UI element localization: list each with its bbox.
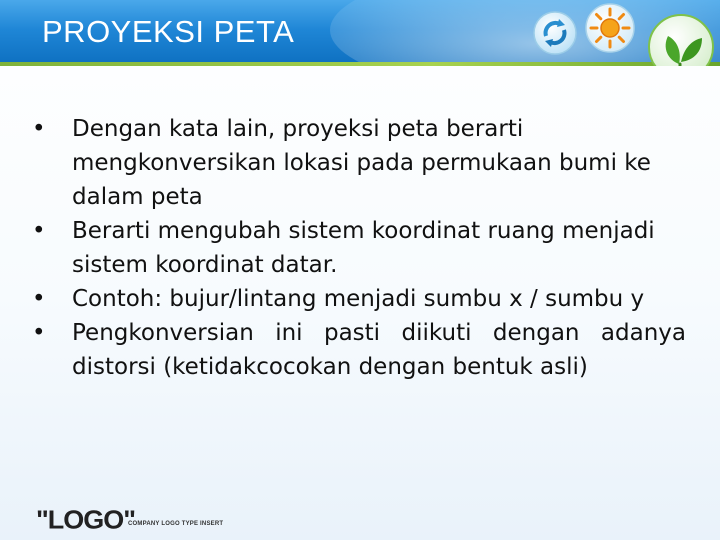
bullet-item: • Dengan kata lain, proyeksi peta berarti mengkonversikan lokasi pada permukaan bumi ke dalam peta [30,112,686,214]
recycle-icon [532,10,578,56]
slide-header [0,0,720,66]
leaf-icon [646,12,716,66]
sun-icon [584,2,636,54]
header-divider [0,62,720,66]
bullet-item: • Berarti mengubah sistem koordinat ruang menjadi sistem koordinat datar. [30,214,686,282]
slide-title: PROYEKSI PETA [42,14,295,49]
bullet-item: • Pengkonversian ini pasti diikuti dengan adanya distorsi (ketidakcocokan dengan bentuk asli) [30,316,686,384]
bullet-item: • Contoh: bujur/lintang menjadi sumbu x / sumbu y [30,282,686,316]
bullet-list [30,112,686,384]
slide-body [30,112,686,384]
company-logo: "LOGO" [36,505,136,535]
logo-tagline: COMPANY LOGO TYPE INSERT [128,521,224,527]
